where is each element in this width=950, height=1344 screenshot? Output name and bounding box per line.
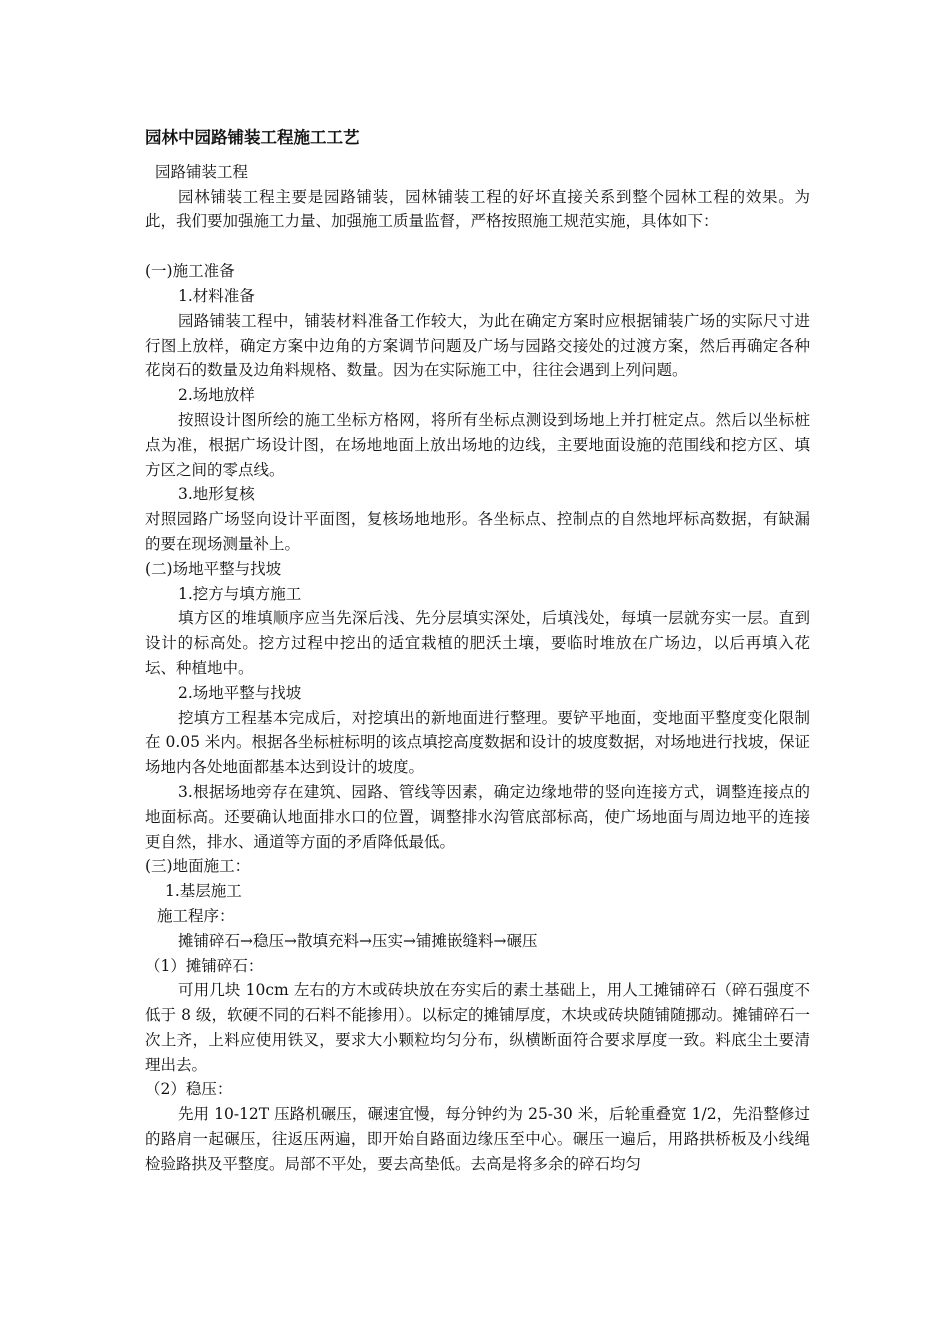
paragraph: 填方区的堆填顺序应当先深后浅、先分层填实深处，后填浅处，每填一层就夯实一层。直到设计的标高处。挖方过程中挖出的适宜栽植的肥沃土壤，要临时堆放在广场边，以后再填入花坛、种植地中。 bbox=[145, 609, 810, 677]
paragraph: 按照设计图所绘的施工坐标方格网，将所有坐标点测设到场地上并打桩定点。然后以坐标桩点为准，根据广场设计图，在场地地面上放出场地的边线，主要地面设施的范围线和挖方区、填方区之间的零点线。 bbox=[145, 410, 810, 479]
paragraph: 对照园路广场竖向设计平面图，复核场地地形。各坐标点、控制点的自然地坪标高数据，有缺漏的要在现场测量补上。 bbox=[145, 510, 810, 553]
document-body bbox=[145, 126, 810, 1177]
paragraph: 先用 10-12T 压路机碾压，碾速宜慢，每分钟约为 25-30 米，后轮重叠宽 1/2，先沿整修过的路肩一起碾压，往返压两遍，即开始自路面边缘压至中心。碾压一遍后，用路拱桥板及小线绳检验路拱及平整度。局部不平处，要去高垫低。去高是将多余的碎石均匀 bbox=[145, 1105, 810, 1173]
paragraph: 园林铺装工程主要是园路铺装，园林铺装工程的好坏直接关系到整个园林工程的效果。为此，我们要加强施工力量、加强施工质量监督，严格按照施工规范实施，具体如下： bbox=[145, 187, 810, 231]
step-heading: （2）稳压： bbox=[145, 1080, 233, 1099]
subsection-heading: 1.挖方与填方施工 bbox=[178, 584, 302, 603]
section-heading: (一)施工准备 bbox=[145, 262, 235, 281]
step-heading: （1）摊铺碎石： bbox=[145, 956, 264, 975]
subsection-heading: 2.场地放样 bbox=[178, 386, 255, 405]
subsection-heading: 2.场地平整与找坡 bbox=[178, 683, 302, 702]
section-heading: (三)地面施工： bbox=[145, 857, 251, 876]
procedure-steps: 摊铺碎石→稳压→散填充料→压实→铺摊嵌缝料→碾压 bbox=[178, 931, 538, 950]
subsection-heading: 1.基层施工 bbox=[165, 882, 242, 901]
document-title: 园林中园路铺装工程施工工艺 bbox=[145, 128, 360, 147]
paragraph: 园路铺装工程中，铺装材料准备工作较大，为此在确定方案时应根据铺装广场的实际尺寸进行图上放样，确定方案中边角的方案调节问题及广场与园路交接处的过渡方案，然后再确定各种花岗石的数量及边角料规格、数量。因为在实际施工中，往往会遇到上列问题。 bbox=[145, 311, 810, 380]
section-heading: (二)场地平整与找坡 bbox=[145, 559, 282, 578]
procedure-label: 施工程序： bbox=[157, 906, 235, 925]
blank-line bbox=[145, 234, 810, 259]
subsection-heading: 3.地形复核 bbox=[178, 485, 255, 504]
paragraph: 可用几块 10cm 左右的方木或砖块放在夯实后的素土基础上，用人工摊铺碎石（碎石强度不低于 8 级，软硬不同的石料不能掺用）。以标定的摊铺厚度，木块或砖块随铺随挪动。摊铺碎石一次上齐，上料应使用铁叉，要求大小颗粒均匀分布，纵横断面符合要求厚度一致。料底尘土要清理出去。 bbox=[145, 981, 810, 1074]
subsection-heading: 1.材料准备 bbox=[178, 286, 255, 305]
paragraph: 挖填方工程基本完成后，对挖填出的新地面进行整理。要铲平地面，变地面平整度变化限制在 0.05 米内。根据各坐标桩标明的该点填挖高度数据和设计的坡度数据，对场地进行找坡，保证场地内各处地面都基本达到设计的坡度。 bbox=[145, 708, 810, 777]
section-heading: 园路铺装工程 bbox=[155, 162, 249, 181]
paragraph: 3.根据场地旁存在建筑、园路、管线等因素，确定边缘地带的竖向连接方式，调整连接点的地面标高。还要确认地面排水口的位置，调整排水沟管底部标高，使广场地面与周边地平的连接更自然，排水、通道等方面的矛盾降低最低。 bbox=[145, 782, 810, 851]
